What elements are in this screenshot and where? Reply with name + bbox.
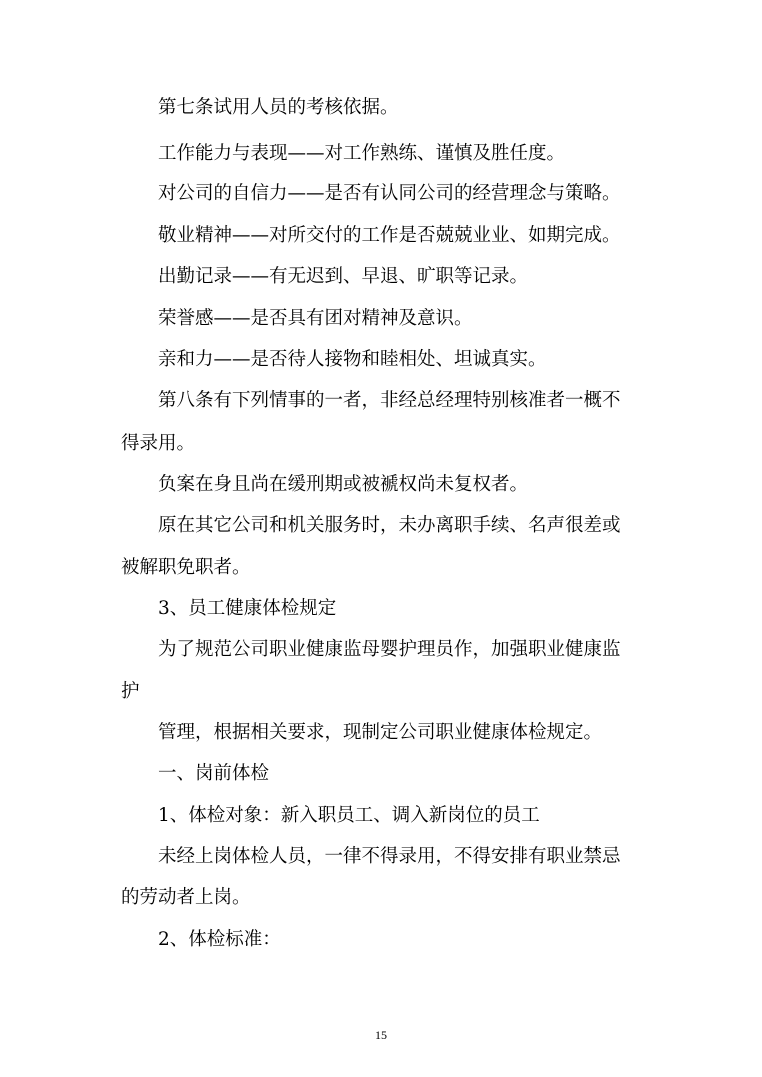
paragraph-line: 未经上岗体检人员，一律不得录用，不得安排有职业禁忌	[158, 846, 621, 867]
section-heading: 一、岗前体检	[158, 763, 270, 784]
paragraph-line: 原在其它公司和机关服务时，未办离职手续、名声很差或	[158, 515, 621, 536]
paragraph-line: 第八条有下列情事的一者，非经总经理特别核准者一概不	[158, 390, 621, 411]
paragraph-line: 对公司的自信力——是否有认同公司的经营理念与策略。	[158, 183, 621, 204]
paragraph-line: 亲和力——是否待人接物和睦相处、坦诚真实。	[158, 349, 547, 370]
paragraph-line: 为了规范公司职业健康监母婴护理员作，加强职业健康监	[158, 639, 621, 660]
paragraph-line: 出勤记录——有无迟到、早退、旷职等记录。	[158, 266, 529, 287]
paragraph-line: 管理，根据相关要求，现制定公司职业健康体检规定。	[158, 722, 603, 743]
section-heading: 3、员工健康体检规定	[158, 598, 337, 619]
paragraph-line: 第七条试用人员的考核依据。	[158, 97, 399, 118]
paragraph-line: 工作能力与表现——对工作熟练、谨慎及胜任度。	[158, 143, 566, 164]
paragraph-line: 1、体检对象：新入职员工、调入新岗位的员工	[158, 805, 540, 826]
paragraph-line: 荣誉感——是否具有团对精神及意识。	[158, 308, 473, 329]
page-number: 15	[375, 1028, 387, 1042]
paragraph-line: 的劳动者上岗。	[121, 887, 251, 908]
paragraph-line: 得录用。	[121, 433, 196, 454]
paragraph-line: 负案在身且尚在缓刑期或被褫权尚未复权者。	[158, 474, 529, 495]
paragraph-line: 2、体检标准：	[158, 929, 281, 950]
paragraph-line: 护	[121, 681, 140, 702]
paragraph-line: 被解职免职者。	[121, 557, 251, 578]
paragraph-line: 敬业精神——对所交付的工作是否兢兢业业、如期完成。	[158, 225, 621, 246]
